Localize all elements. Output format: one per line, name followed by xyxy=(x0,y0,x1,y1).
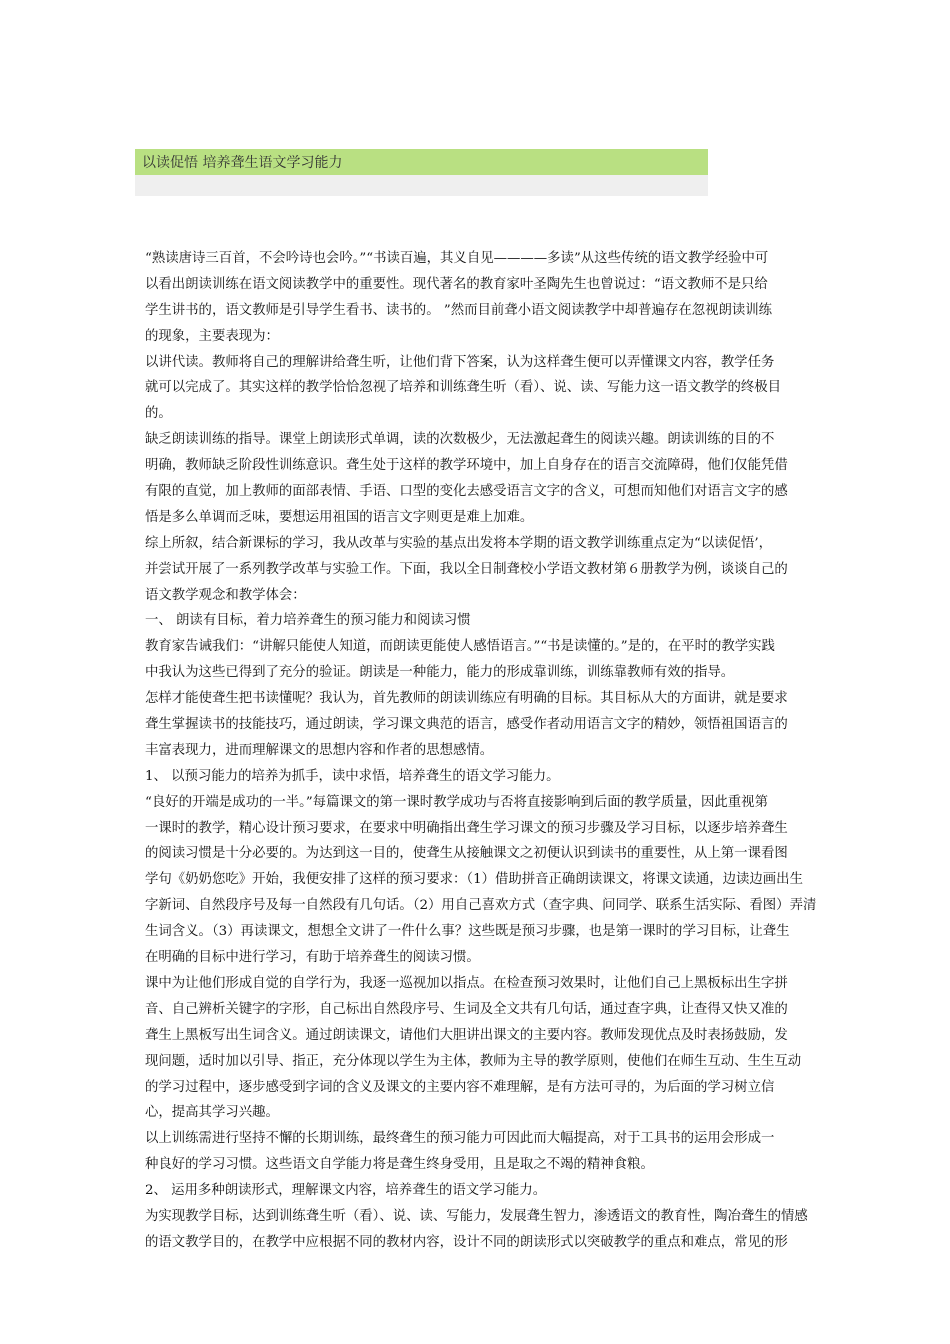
article-body xyxy=(145,246,820,1256)
article-line: 中我认为这些已得到了充分的验证。朗读是一种能力，能力的形成靠训练，训练靠教师有效的指导。 xyxy=(145,665,735,681)
article-line: 的。 xyxy=(145,406,172,422)
article-line: 课中为让他们形成自觉的自学行为，我逐一巡视加以指点。在检查预习效果时，让他们自己上黑板标出生字拼 xyxy=(145,975,788,991)
article-line: 怎样才能使聋生把书读懂呢？我认为，首先教师的朗读训练应有明确的目标。其目标从大的方面讲，就是要求 xyxy=(145,691,788,707)
article-line: 以上训练需进行坚持不懈的长期训练，最终聋生的预习能力可因此而大幅提高，对于工具书的运用会形成一 xyxy=(145,1131,775,1147)
article-line: 一、 朗读有目标，着力培养聋生的预习能力和阅读习惯 xyxy=(145,613,471,629)
article-line: 种良好的学习习惯。这些语文自学能力将是聋生终身受用，且是取之不竭的精神食粮。 xyxy=(145,1157,654,1173)
article-line: 综上所叙，结合新课标的学习，我从改革与实验的基点出发将本学期的语文教学训练重点定为“以读促悟’， xyxy=(145,535,773,551)
article-line: “良好的开端是成功的一半。”每篇课文的第一课时教学成功与否将直接影响到后面的教学质量，因此重视第 xyxy=(145,794,768,810)
article-line: 生词含义。（3）再读课文，想想全文讲了一件什么事？这些既是预习步骤，也是第一课时的学习目标，让聋生 xyxy=(145,924,790,940)
article-line: 学句《奶奶您吃》开始，我便安排了这样的预习要求：（1）借助拼音正确朗读课文，将课文读通，边读边画出生 xyxy=(145,872,803,888)
article-title: 以读促悟 培养聋生语文学习能力 xyxy=(142,155,343,171)
article-line: “熟读唐诗三百首，不会吟诗也会吟。”“书读百遍，其义自见————多读”从这些传统的语文教学经验中可 xyxy=(145,251,769,266)
article-line: 明确，教师缺乏阶段性训练意识。聋生处于这样的教学环境中，加上自身存在的语言交流障碍，他们仅能凭借 xyxy=(145,458,788,474)
article-line: 语文教学观念和教学体会： xyxy=(145,587,306,603)
article-line: 以看出朗读训练在语文阅读教学中的重要性。现代著名的教育家叶圣陶先生也曾说过：“语文教师不是只给 xyxy=(145,276,768,292)
article-line: 2、 运用多种朗读形式，理解课文内容，培养聋生的语文学习能力。 xyxy=(145,1183,547,1199)
article-line: 音、自己辨析关键字的字形，自己标出自然段序号、生词及全文共有几句话，通过查字典，让查得又快又准的 xyxy=(145,1001,788,1017)
article-line: 字新词、自然段序号及每一自然段有几句话。（2）用自己喜欢方式（查字典、问同学、联系生活实际、看图）弄清 xyxy=(145,898,817,914)
article-line: 一课时的教学，精心设计预习要求，在要求中明确指出聋生学习课文的预习步骤及学习目标，以逐步培养聋生 xyxy=(145,820,788,836)
article-line: 的现象，主要表现为： xyxy=(145,328,279,344)
article-line: 心，提高其学习兴趣。 xyxy=(145,1105,279,1121)
article-line: 聋生上黑板写出生词含义。通过朗读课文，请他们大胆讲出课文的主要内容。教师发现优点及时表扬鼓励，发 xyxy=(145,1027,788,1043)
title-bar xyxy=(135,149,708,175)
article-line: 教育家告诫我们：“讲解只能使人知道，而朗读更能使人感悟语言。”“书是读懂的。”是的，在平时的教学实践 xyxy=(145,639,775,655)
article-line: 并尝试开展了一系列教学改革与实验工作。下面，我以全日制聋校小学语文教材第６册教学为例，谈谈自己的 xyxy=(145,561,788,577)
article-line: 缺乏朗读训练的指导。课堂上朗读形式单调，读的次数极少，无法激起聋生的阅读兴趣。朗读训练的目的不 xyxy=(145,432,775,448)
article-line: 就可以完成了。其实这样的教学恰恰忽视了培养和训练聋生听（看）、说、读、写能力这一语文教学的终极目 xyxy=(145,380,782,396)
article-line: 为实现教学目标，达到训练聋生听（看）、说、读、写能力，发展聋生智力，渗透语文的教育性，陶冶聋生的情感 xyxy=(145,1208,808,1224)
article-line: 在明确的目标中进行学习，有助于培养聋生的阅读习惯。 xyxy=(145,950,480,966)
article-line: 聋生掌握读书的技能技巧，通过朗读，学习课文典范的语言，感受作者动用语言文字的精妙，领悟祖国语言的 xyxy=(145,717,788,733)
title-sub-bar xyxy=(135,175,708,196)
article-line: 以讲代读。教师将自己的理解讲给聋生听，让他们背下答案，认为这样聋生便可以弄懂课文内容，教学任务 xyxy=(145,354,775,370)
article-line: 的语文教学目的，在教学中应根据不同的教材内容，设计不同的朗读形式以突破教学的重点和难点，常见的形 xyxy=(145,1234,788,1250)
article-line: 有限的直觉，加上教师的面部表情、手语、口型的变化去感受语言文字的含义，可想而知他们对语言文字的感 xyxy=(145,484,788,500)
article-line: 丰富表现力，进而理解课文的思想内容和作者的思想感情。 xyxy=(145,742,494,758)
article-line: 的学习过程中，逐步感受到字词的含义及课文的主要内容不难理解，是有方法可寻的，为后面的学习树立信 xyxy=(145,1079,775,1095)
article-line: 悟是多么单调而乏味，要想运用祖国的语言文字则更是难上加难。 xyxy=(145,509,534,525)
article-line: 现问题，适时加以引导、指正，充分体现以学生为主体，教师为主导的教学原则，使他们在师生互动、生生互动 xyxy=(145,1053,802,1069)
article-line: 的阅读习惯是十分必要的。为达到这一目的，使聋生从接触课文之初便认识到读书的重要性，从上第一课看图 xyxy=(145,846,788,862)
article-line: 1、 以预习能力的培养为抓手，读中求悟，培养聋生的语文学习能力。 xyxy=(145,768,560,784)
article-line: 学生讲书的，语文教师是引导学生看书、读书的。 ”然而目前聋小语文阅读教学中却普遍存在忽视朗读训练 xyxy=(145,302,773,318)
